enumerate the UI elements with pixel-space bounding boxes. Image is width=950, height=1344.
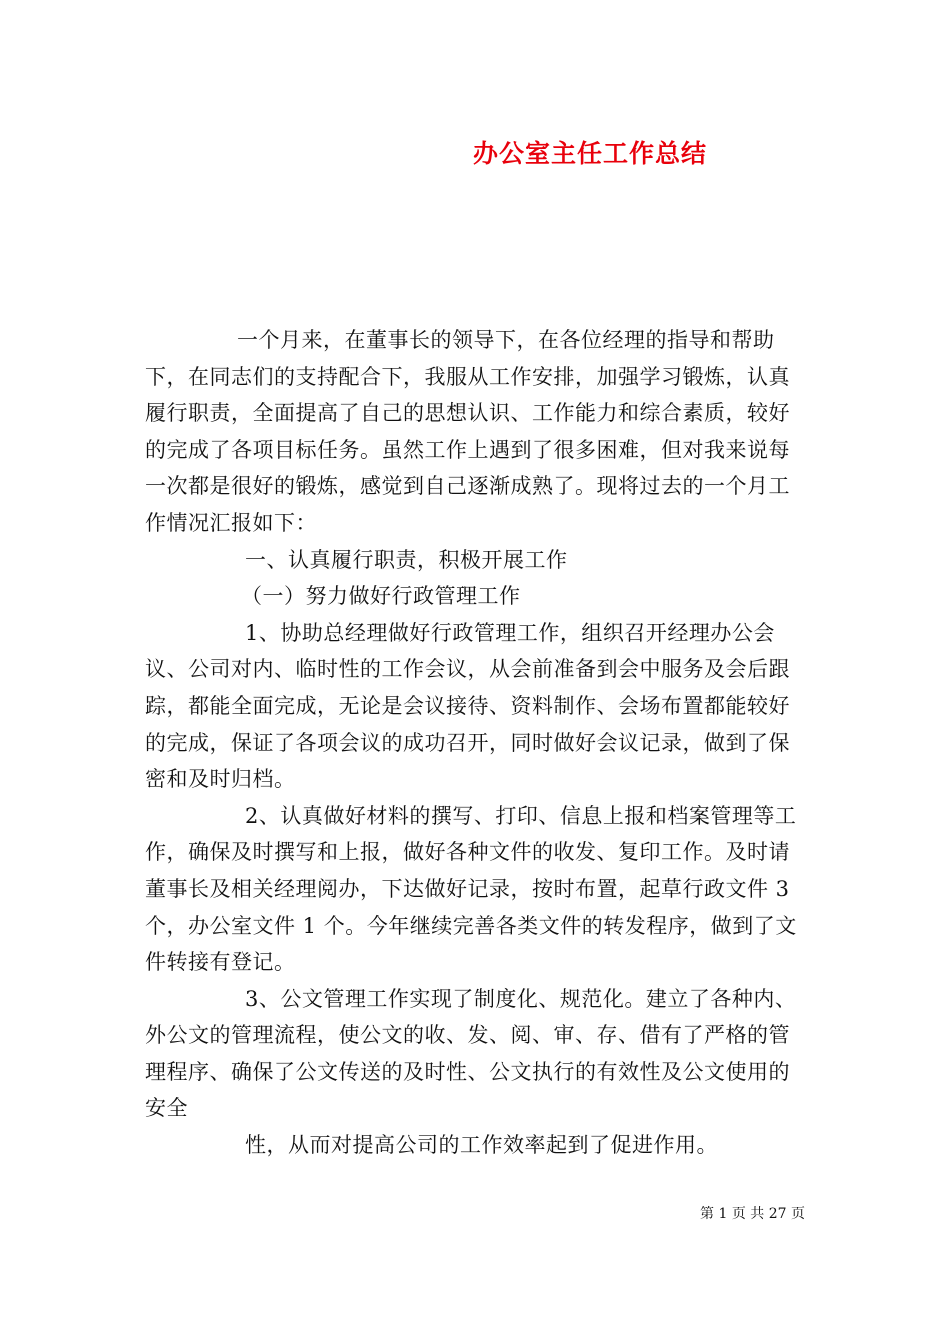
section-heading: 一、认真履行职责，积极开展工作: [245, 547, 568, 572]
document-body: [145, 322, 811, 1164]
item-paragraph-3: 3、公文管理工作实现了制度化、规范化。建立了各种内、外公文的管理流程，使公文的收、发、阅、审、存、借有了严格的管理程序、确保了公文传送的及时性、公文执行的有效性及公文使用的安全: [145, 986, 797, 1121]
item-paragraph-1: 1、协助总经理做好行政管理工作，组织召开经理办公会议、公司对内、临时性的工作会议，从会前准备到会中服务及会后跟踪，都能全面完成，无论是会议接待、资料制作、会场布置都能较好的完成，保证了各项会议的成功召开，同时做好会议记录，做到了保密和及时归档。: [145, 620, 790, 792]
intro-paragraph: 一个月来，在董事长的领导下，在各位经理的指导和帮助下，在同志们的支持配合下，我服从工作安排，加强学习锻炼，认真履行职责，全面提高了自己的思想认识、工作能力和综合素质，较好的完成了各项目标任务。虽然工作上遇到了很多困难，但对我来说每一次都是很好的锻炼，感觉到自己逐渐成熟了。现将过去的一个月工作情况汇报如下：: [145, 328, 790, 535]
page-number: 第 1 页 共 27 页: [700, 1206, 805, 1222]
continuation-paragraph: 性，从而对提高公司的工作效率起到了促进作用。: [245, 1133, 718, 1158]
subsection-heading: （一）努力做好行政管理工作: [241, 584, 521, 609]
item-paragraph-2: 2、认真做好材料的撰写、打印、信息上报和档案管理等工作，确保及时撰写和上报，做好各种文件的收发、复印工作。及时请董事长及相关经理阅办，下达做好记录，按时布置，起草行政文件 3 个，办公室文件 1 个。今年继续完善各类文件的转发程序，做到了文件转接有登记。: [145, 803, 797, 975]
document-title: 办公室主任工作总结: [472, 139, 707, 168]
